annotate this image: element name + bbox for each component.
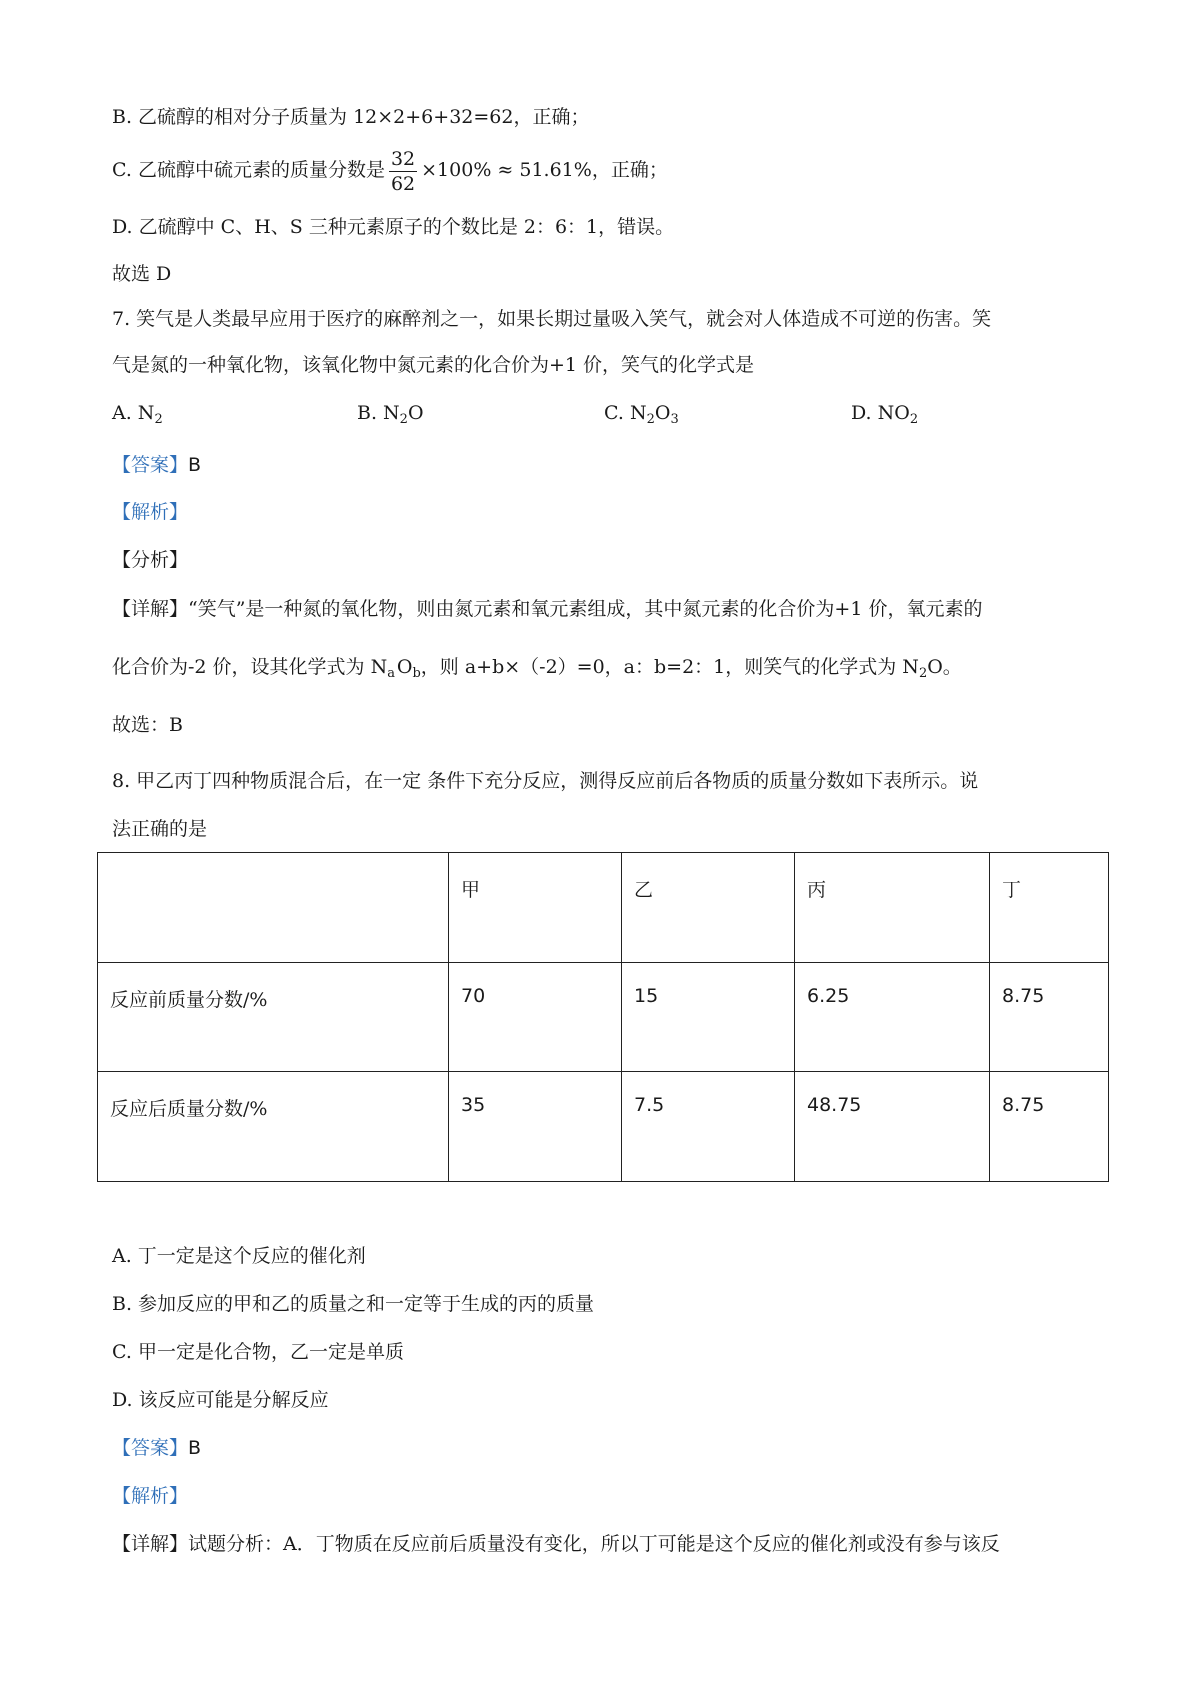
q7-analysis-tag: 【解析】 (112, 501, 189, 523)
table-header-cell: 甲 (449, 853, 622, 963)
table-cell: 反应后质量分数/% (98, 1072, 449, 1182)
answer-value: B (188, 454, 202, 476)
q7-text-line1: 7. 笑气是人类最早应用于医疗的麻醉剂之一，如果长期过量吸入笑气，就会对人体造成不可逆的伤害。笑 (112, 308, 992, 330)
q8-option-d: D. 该反应可能是分解反应 (112, 1389, 329, 1411)
table-header-row (98, 853, 1109, 963)
q7-fenxi: 【分析】 (112, 549, 189, 571)
q8-option-b: B. 参加反应的甲和乙的质量之和一定等于生成的丙的质量 (112, 1293, 595, 1315)
q8-detail: 【详解】试题分析：A．丁物质在反应前后质量没有变化，所以丁可能是这个反应的催化剂或没有参与该反 (112, 1533, 1000, 1555)
answer-tag: 【答案】 (112, 1437, 189, 1459)
q8-analysis-tag: 【解析】 (112, 1485, 189, 1507)
q7-answer (112, 452, 201, 478)
q7-choice: 故选：B (112, 714, 183, 736)
answer-line-d: D. 乙硫醇中 C、H、S 三种元素原子的个数比是 2：6：1，错误。 (112, 216, 675, 238)
q7-option-d: D. $NO_2$ (851, 402, 919, 427)
q7-option-b: B. $N_2O$ (357, 402, 424, 427)
fraction (389, 147, 417, 196)
table-row (98, 1072, 1109, 1182)
line-c-suffix: ×100% ≈ 51.61%，正确； (421, 159, 668, 181)
answer-line-c (112, 144, 668, 196)
table-cell: 7.5 (622, 1072, 795, 1182)
choice-d: 故选 D (112, 263, 172, 285)
q8-option-c: C. 甲一定是化合物，乙一定是单质 (112, 1341, 404, 1363)
table-cell: 6.25 (795, 962, 990, 1072)
answer-tag: 【答案】 (112, 454, 189, 476)
q8-text-line2: 法正确的是 (112, 818, 208, 840)
answer-line-b: B. 乙硫醇的相对分子质量为 12×2+6+32=62，正确； (112, 106, 590, 128)
table-header-cell: 丙 (795, 853, 990, 963)
q7-detail-line2: 化合价为-2 价，设其化学式为 $N_a$ $O_b$，则 a+b×（-2）=0，a：b=2：1，则笑气的化学式为 $N_2O$。 (112, 656, 962, 681)
line-c-prefix: C. 乙硫醇中硫元素的质量分数是 (112, 159, 385, 181)
table-header-cell: 丁 (990, 853, 1109, 963)
q7-option-c: C. $N_2O_3$ (604, 402, 679, 427)
table-row (98, 962, 1109, 1072)
q7-text-line2: 气是氮的一种氧化物，该氧化物中氮元素的化合价为+1 价，笑气的化学式是 (112, 354, 755, 376)
fraction-denominator: 62 (390, 172, 416, 195)
q7-option-a: A. $N_2$ (112, 402, 163, 427)
q8-text-line1: 8. 甲乙丙丁四种物质混合后，在一定 条件下充分反应，测得反应前后各物质的质量分数如下表所示。说 (112, 770, 979, 792)
table-cell: 反应前质量分数/% (98, 962, 449, 1072)
mass-fraction-table (97, 852, 1109, 1182)
table-cell: 15 (622, 962, 795, 1072)
answer-value: B (188, 1437, 202, 1459)
table-cell: 70 (449, 962, 622, 1072)
q8-option-a: A. 丁一定是这个反应的催化剂 (112, 1245, 366, 1267)
q7-detail-line1: 【详解】“笑气”是一种氮的氧化物，则由氮元素和氧元素组成，其中氮元素的化合价为+1 价，氧元素的 (112, 598, 983, 620)
table-header-cell: 乙 (622, 853, 795, 963)
table-header-cell (98, 853, 449, 963)
table-cell: 35 (449, 1072, 622, 1182)
fraction-numerator: 32 (390, 147, 416, 170)
q8-answer (112, 1435, 201, 1461)
table-cell: 8.75 (990, 1072, 1109, 1182)
table-cell: 8.75 (990, 962, 1109, 1072)
table-cell: 48.75 (795, 1072, 990, 1182)
